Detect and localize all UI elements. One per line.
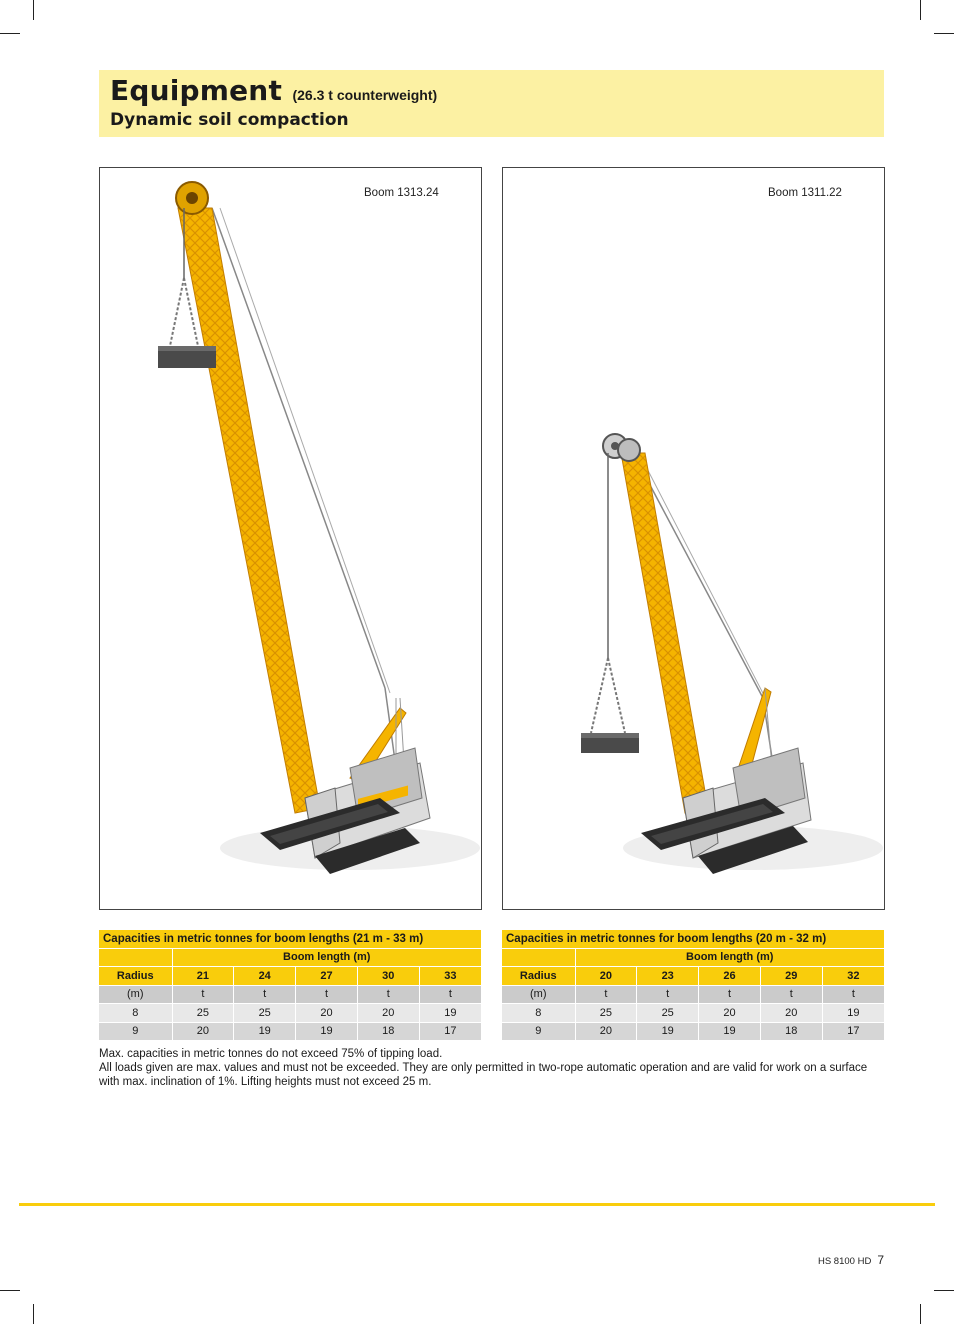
- crop-mark: [920, 1304, 921, 1324]
- crop-mark: [0, 1290, 20, 1291]
- table-cell: 25: [172, 1004, 234, 1023]
- table-cell: 19: [296, 1022, 358, 1041]
- unit-cell: t: [419, 985, 481, 1004]
- crop-mark: [33, 1304, 34, 1324]
- page-title: Equipment: [110, 74, 283, 107]
- boom-label: Boom 1311.22: [768, 187, 842, 199]
- title-note: (26.3 t counterweight): [292, 87, 438, 103]
- table-cell: 19: [822, 1004, 884, 1023]
- crawler-crane-icon: [100, 168, 481, 909]
- unit-cell: t: [822, 985, 884, 1004]
- footnotes: [99, 1047, 889, 1089]
- table-cell: 8: [99, 1004, 172, 1023]
- boom-length-cell: 20: [575, 967, 637, 986]
- boom-length-cell: 26: [699, 967, 761, 986]
- table-cell: 20: [172, 1022, 234, 1041]
- table-cell: 25: [637, 1004, 699, 1023]
- capacity-table-1: [99, 930, 481, 1041]
- table-cell: 19: [637, 1022, 699, 1041]
- crane-image-boom-1311: [502, 167, 885, 910]
- table-cell: 20: [575, 1022, 637, 1041]
- crop-mark: [934, 33, 954, 34]
- capacity-table-2: [502, 930, 884, 1041]
- table-cell: 25: [234, 1004, 296, 1023]
- table-row: [502, 967, 884, 986]
- table-cell: 18: [357, 1022, 419, 1041]
- page-footer: [818, 1253, 884, 1267]
- unit-cell: t: [296, 985, 358, 1004]
- table-cell: 18: [760, 1022, 822, 1041]
- table-row: [502, 1022, 884, 1041]
- page-subtitle: Dynamic soil compaction: [110, 110, 349, 130]
- blank-cell: [99, 948, 172, 967]
- table-row: [99, 1004, 481, 1023]
- table-cell: 9: [502, 1022, 575, 1041]
- table-cell: 8: [502, 1004, 575, 1023]
- group-header: Boom length (m): [575, 948, 884, 967]
- group-header: Boom length (m): [172, 948, 481, 967]
- radius-header: Radius: [99, 967, 172, 986]
- blank-cell: [502, 948, 575, 967]
- footer-rule: [19, 1203, 935, 1206]
- table-row: [99, 967, 481, 986]
- table-cell: 9: [99, 1022, 172, 1041]
- boom-length-cell: 27: [296, 967, 358, 986]
- note-line: All loads given are max. values and must not be exceeded. They are only permitted in two-rope automatic operation and are valid for work on a surface with max. inclination of 1%. Lifting heights must not exceed 25 m.: [99, 1062, 868, 1088]
- table-cell: 20: [699, 1004, 761, 1023]
- page-number: 7: [877, 1253, 884, 1267]
- table-row: [99, 1022, 481, 1041]
- unit-cell: t: [760, 985, 822, 1004]
- unit-cell: t: [699, 985, 761, 1004]
- table-cell: 25: [575, 1004, 637, 1023]
- unit-cell: (m): [99, 985, 172, 1004]
- boom-length-cell: 32: [822, 967, 884, 986]
- table-row: [502, 1004, 884, 1023]
- boom-label: Boom 1313.24: [364, 187, 439, 199]
- boom-length-cell: 23: [637, 967, 699, 986]
- crawler-crane-icon: [503, 168, 884, 909]
- table-title: Capacities in metric tonnes for boom lengths (20 m - 32 m): [502, 930, 884, 948]
- unit-cell: t: [172, 985, 234, 1004]
- table-cell: 17: [822, 1022, 884, 1041]
- unit-cell: (m): [502, 985, 575, 1004]
- table-cell: 20: [296, 1004, 358, 1023]
- boom-length-cell: 30: [357, 967, 419, 986]
- crop-mark: [33, 0, 34, 20]
- table-title: Capacities in metric tonnes for boom lengths (21 m - 33 m): [99, 930, 481, 948]
- table-cell: 19: [419, 1004, 481, 1023]
- boom-length-cell: 24: [234, 967, 296, 986]
- table-cell: 19: [699, 1022, 761, 1041]
- table-cell: 20: [357, 1004, 419, 1023]
- unit-cell: t: [234, 985, 296, 1004]
- table-row: [99, 985, 481, 1004]
- crop-mark: [920, 0, 921, 20]
- crop-mark: [934, 1290, 954, 1291]
- boom-length-cell: 33: [419, 967, 481, 986]
- boom-length-cell: 21: [172, 967, 234, 986]
- unit-cell: t: [357, 985, 419, 1004]
- radius-header: Radius: [502, 967, 575, 986]
- page-header: [99, 70, 884, 137]
- note-line: Max. capacities in metric tonnes do not exceed 75% of tipping load.: [99, 1048, 443, 1060]
- model-name: HS 8100 HD: [817, 1256, 872, 1267]
- crane-image-boom-1313: [99, 167, 482, 910]
- table-cell: 17: [419, 1022, 481, 1041]
- table-cell: 20: [760, 1004, 822, 1023]
- boom-length-cell: 29: [760, 967, 822, 986]
- table-row: [502, 985, 884, 1004]
- table-cell: 19: [234, 1022, 296, 1041]
- title-line: [110, 74, 437, 107]
- unit-cell: t: [637, 985, 699, 1004]
- crop-mark: [0, 33, 20, 34]
- unit-cell: t: [575, 985, 637, 1004]
